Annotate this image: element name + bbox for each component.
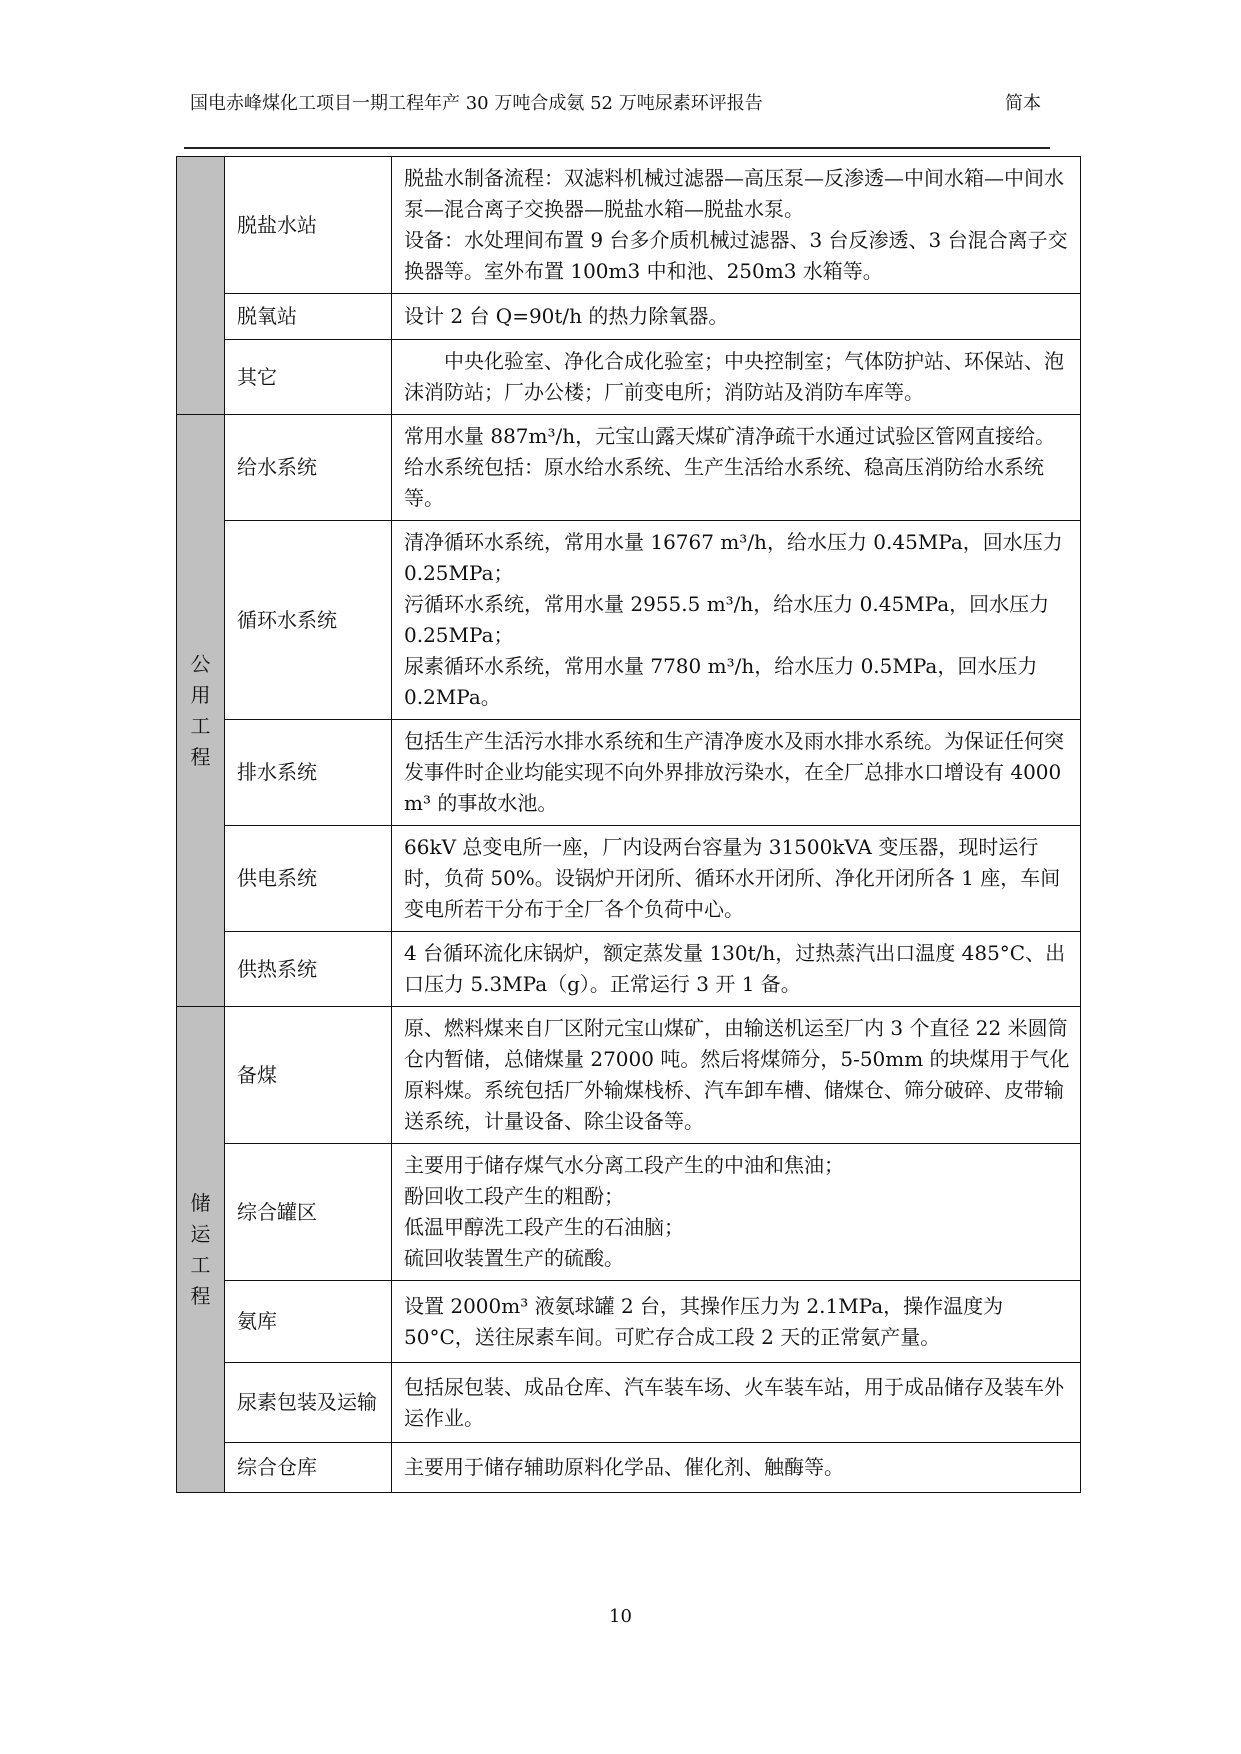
desc-line: 给水系统包括：原水给水系统、生产生活给水系统、稳高压消防给水系统等。 [404,455,1044,510]
item-name: 供热系统 [225,932,392,1007]
desc-line: 常用水量 887m³/h，元宝山露天煤矿清净疏干水通过试验区管网直接给。 [404,424,1056,448]
table-row [177,157,1081,294]
table-row [177,1443,1081,1493]
desc-line: 硫回收装置生产的硫酸。 [404,1246,624,1270]
group-label-public: 公用工程 [190,651,211,769]
item-name: 备煤 [225,1007,392,1144]
project-composition-table [176,156,1081,1493]
table-row [177,932,1081,1007]
item-description [392,720,1081,826]
item-name: 氨库 [225,1281,392,1363]
desc-line: 原、燃料煤来自厂区附元宝山煤矿，由输送机运至厂内 3 个直径 22 米圆筒仓内暂储，总储煤量 27000 吨。然后将煤筛分，5-50mm 的块煤用于气化原料煤。系统包括厂外输煤栈桥、汽车卸车槽、储煤仓、筛分破碎、皮带输送系统，计量设备、除尘设备等。 [404,1016,1070,1133]
item-name: 其它 [225,340,392,415]
desc-line: 包括尿包装、成品仓库、汽车装车场、火车装车站，用于成品储存及装车外运作业。 [404,1374,1064,1430]
item-name: 综合罐区 [225,1144,392,1281]
item-description [392,294,1081,340]
item-name: 循环水系统 [225,521,392,720]
desc-line: 中央化验室、净化合成化验室；中央控制室；气体防护站、环保站、泡沫消防站；厂办公楼；厂前变电所；消防站及消防车库等。 [404,349,1064,404]
desc-line: 4 台循环流化床锅炉，额定蒸发量 130t/h，过热蒸汽出口温度 485°C、出口压力 5.3MPa（g）。正常运行 3 开 1 备。 [404,941,1066,996]
group-label-storage: 储运工程 [190,1190,211,1308]
desc-line: 设置 2000m³ 液氨球罐 2 台，其操作压力为 2.1MPa，操作温度为 50°C，送往尿素车间。可贮存合成工段 2 天的正常氨产量。 [404,1293,1004,1349]
item-name: 尿素包装及运输 [225,1363,392,1443]
desc-line: 清净循环水系统，常用水量 16767 m³/h，给水压力 0.45MPa，回水压力 0.25MPa； [404,530,1063,585]
item-name: 排水系统 [225,720,392,826]
desc-line: 污循环水系统，常用水量 2955.5 m³/h，给水压力 0.45MPa，回水压力 0.25MPa； [404,592,1050,647]
item-name: 给水系统 [225,415,392,521]
desc-line: 设备：水处理间布置 9 台多介质机械过滤器、3 台反渗透、3 台混合离子交换器等。室外布置 100m3 中和池、250m3 水箱等。 [404,228,1068,283]
table-row [177,720,1081,826]
item-name: 脱盐水站 [225,157,392,294]
item-description [392,1443,1081,1493]
desc-line: 设计 2 台 Q=90t/h 的热力除氧器。 [404,304,729,328]
desc-line: 尿素循环水系统，常用水量 7780 m³/h，给水压力 0.5MPa，回水压力 0.2MPa。 [404,654,1038,709]
table-row [177,1363,1081,1443]
group-cell-top [177,157,225,415]
item-name: 供电系统 [225,826,392,932]
item-description [392,340,1081,415]
item-description [392,521,1081,720]
table-row [177,1144,1081,1281]
page-number: 10 [609,1606,632,1627]
item-description [392,826,1081,932]
report-title: 国电赤峰煤化工项目一期工程年产 30 万吨合成氨 52 万吨尿素环评报告 [190,93,763,114]
item-description [392,1363,1081,1443]
table-row [177,826,1081,932]
table-row [177,521,1081,720]
item-name: 脱氧站 [225,294,392,340]
table-row [177,415,1081,521]
header-rule [184,147,1050,149]
item-description [392,1007,1081,1144]
desc-line: 低温甲醇洗工段产生的石油脑； [404,1215,684,1239]
desc-line: 主要用于储存煤气水分离工段产生的中油和焦油； [404,1153,844,1177]
desc-line: 脱盐水制备流程：双滤料机械过滤器—高压泵—反渗透—中间水箱—中间水泵—混合离子交换器—脱盐水箱—脱盐水泵。 [404,166,1064,221]
item-description [392,1144,1081,1281]
table-row [177,340,1081,415]
table-row [177,1007,1081,1144]
table-row [177,294,1081,340]
item-name: 综合仓库 [225,1443,392,1493]
desc-line: 66kV 总变电所一座，厂内设两台容量为 31500kVA 变压器，现时运行时，负荷 50%。设锅炉开闭所、循环水开闭所、净化开闭所各 1 座，车间变电所若干分布于全厂各个负荷中心。 [404,835,1061,921]
desc-line: 酚回收工段产生的粗酚； [404,1184,624,1208]
item-description [392,157,1081,294]
table-row [177,1281,1081,1363]
item-description [392,932,1081,1007]
desc-line: 包括生产生活污水排水系统和生产清净废水及雨水排水系统。为保证任何突发事件时企业均能实现不向外界排放污染水，在全厂总排水口增设有 4000 m³ 的事故水池。 [404,729,1064,815]
group-cell-public [177,415,225,1007]
desc-line: 主要用于储存辅助原料化学品、催化剂、触酶等。 [404,1455,844,1479]
group-cell-storage [177,1007,225,1493]
item-description [392,415,1081,521]
edition-label: 简本 [1005,93,1041,114]
item-description [392,1281,1081,1363]
